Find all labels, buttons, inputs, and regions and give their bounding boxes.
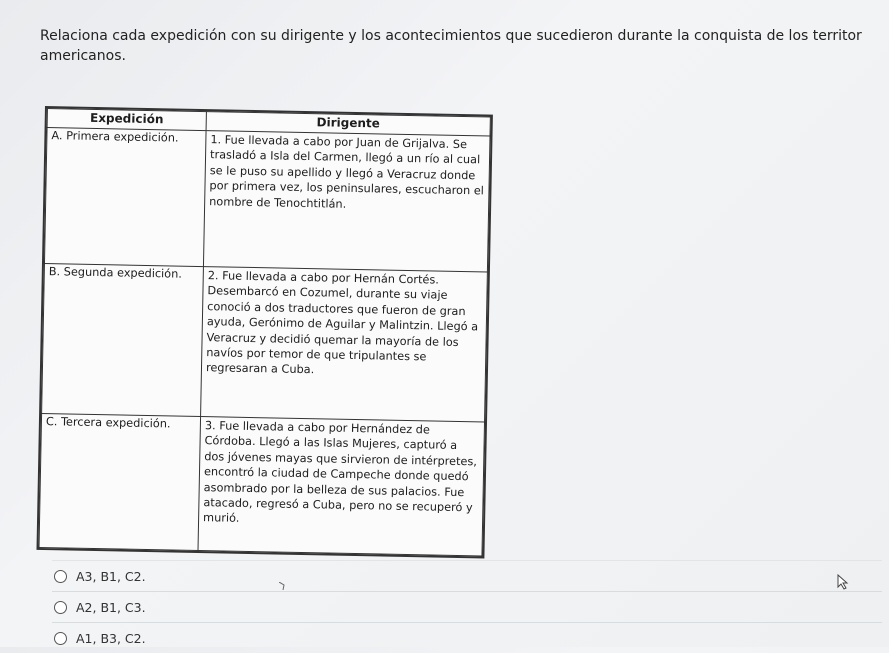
leader-cell: 1. Fue llevada a cabo por Juan de Grijalva. Se trasladó a Isla del Carmen, llegó a un río al cual se le puso su apellido y llegó a Veracruz donde por primera vez, los peninsulares, escucharon el nombre de Tenochtitlán. xyxy=(203,131,490,272)
leader-cell: 3. Fue llevada a cabo por Hernández de Córdoba. Llegó a las Islas Mujeres, capturó a dos jóvenes mayas que sirvieron de intérpretes, encontró la ciudad de Campeche donde quedó asombrado por la belleza de sus palacios. Fue atacado, regresó a Cuba, pero no se recuperó y murió. xyxy=(198,417,485,556)
stray-mark-icon xyxy=(279,582,285,590)
expedition-cell: C. Tercera expedición. xyxy=(39,413,201,550)
answer-options xyxy=(52,560,882,653)
radio-button[interactable] xyxy=(54,570,67,583)
header-expedicion: Expedición xyxy=(47,109,206,131)
leader-cell: 2. Fue llevada a cabo por Hernán Cortés. Desembarcó en Cozumel, durante su viaje conoció a dos traductores que fueron de gran ayuda, Gerónimo de Aguilar y Malintzin. Llegó a Veracruz y decidió quemar la mayoría de los navíos por temor de que tripulantes se regresaran a Cuba. xyxy=(201,267,488,422)
expedition-cell: A. Primera expedición. xyxy=(44,128,206,267)
option-1[interactable] xyxy=(52,560,882,591)
expedition-cell: B. Segunda expedición. xyxy=(42,264,204,417)
expedition-table xyxy=(39,108,491,556)
radio-button[interactable] xyxy=(54,632,67,645)
option-2[interactable] xyxy=(52,591,882,622)
question-text xyxy=(40,26,889,66)
option-label: A3, B1, C2. xyxy=(76,568,146,584)
question-line-2: americanos. xyxy=(40,48,126,64)
option-3[interactable] xyxy=(52,622,882,653)
header-dirigente: Dirigente xyxy=(206,112,490,136)
option-label: A2, B1, C3. xyxy=(76,599,146,615)
table-row xyxy=(39,413,484,555)
radio-button[interactable] xyxy=(54,601,67,614)
table-row xyxy=(42,264,488,422)
option-label: A1, B3, C2. xyxy=(76,630,146,646)
table-row xyxy=(44,128,490,272)
expedition-table-image xyxy=(36,106,492,559)
question-line-1: Relaciona cada expedición con su dirigente y los acontecimientos que sucedieron durante la conquista de los territor xyxy=(40,28,862,44)
mouse-cursor-icon xyxy=(837,574,849,590)
